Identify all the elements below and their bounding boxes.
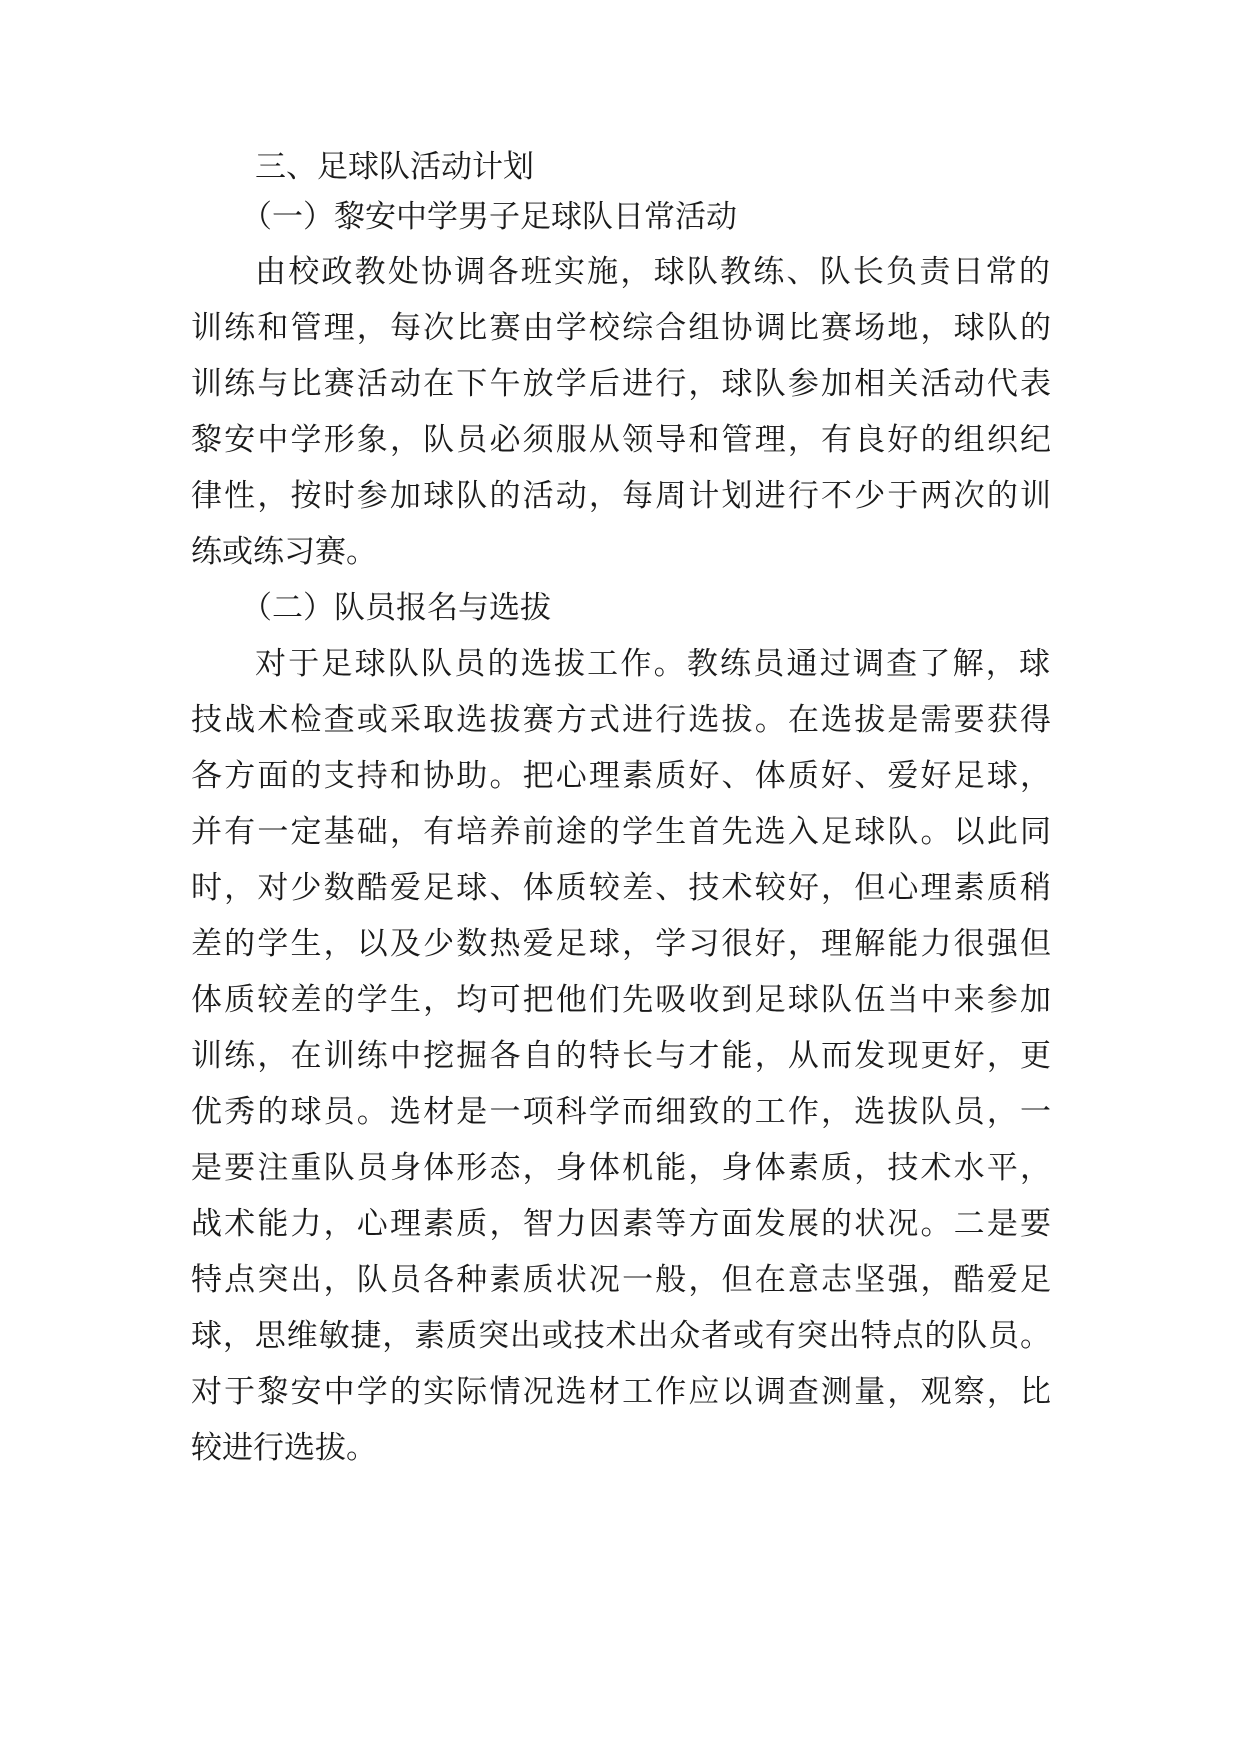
- paragraph-line: 特点突出，队员各种素质状况一般，但在意志坚强，酷爱足: [191, 1262, 1051, 1298]
- paragraph-line: 并有一定基础，有培养前途的学生首先选入足球队。以此同: [191, 814, 1051, 850]
- paragraph-line: 差的学生，以及少数热爱足球，学习很好，理解能力很强但: [191, 926, 1051, 962]
- paragraph-line: 律性，按时参加球队的活动，每周计划进行不少于两次的训: [191, 478, 1051, 514]
- section-heading: 三、足球队活动计划: [255, 149, 534, 185]
- paragraph-line: 战术能力，心理素质，智力因素等方面发展的状况。二是要: [191, 1206, 1051, 1242]
- paragraph-line: 由校政教处协调各班实施，球队教练、队长负责日常的: [255, 254, 1050, 290]
- paragraph-line: 训练，在训练中挖掘各自的特长与才能，从而发现更好，更: [191, 1038, 1051, 1074]
- paragraph-line: 优秀的球员。选材是一项科学而细致的工作，选拔队员，一: [191, 1094, 1051, 1130]
- paragraph-line: 球，思维敏捷，素质突出或技术出众者或有突出特点的队员。: [191, 1318, 1051, 1354]
- paragraph-line: 对于黎安中学的实际情况选材工作应以调查测量，观察，比: [191, 1374, 1051, 1410]
- paragraph-line: 时，对少数酷爱足球、体质较差、技术较好，但心理素质稍: [191, 870, 1051, 906]
- paragraph-line: 较进行选拔。: [191, 1430, 377, 1466]
- subsection-heading-daily-activities: （一）黎安中学男子足球队日常活动: [241, 199, 737, 235]
- subsection-heading-recruitment: （二）队员报名与选拔: [241, 590, 551, 626]
- paragraph-line: 训练和管理，每次比赛由学校综合组协调比赛场地，球队的: [191, 310, 1051, 346]
- paragraph-line: 训练与比赛活动在下午放学后进行，球队参加相关活动代表: [191, 366, 1051, 402]
- paragraph-line: 体质较差的学生，均可把他们先吸收到足球队伍当中来参加: [191, 982, 1051, 1018]
- paragraph-line: 练或练习赛。: [191, 534, 377, 570]
- paragraph-line: 是要注重队员身体形态，身体机能，身体素质，技术水平，: [191, 1150, 1051, 1186]
- paragraph-line: 技战术检查或采取选拔赛方式进行选拔。在选拔是需要获得: [191, 702, 1051, 738]
- paragraph-line: 对于足球队队员的选拔工作。教练员通过调查了解，球: [255, 646, 1050, 682]
- paragraph-line: 黎安中学形象，队员必须服从领导和管理，有良好的组织纪: [191, 422, 1051, 458]
- paragraph-line: 各方面的支持和协助。把心理素质好、体质好、爱好足球，: [191, 758, 1051, 794]
